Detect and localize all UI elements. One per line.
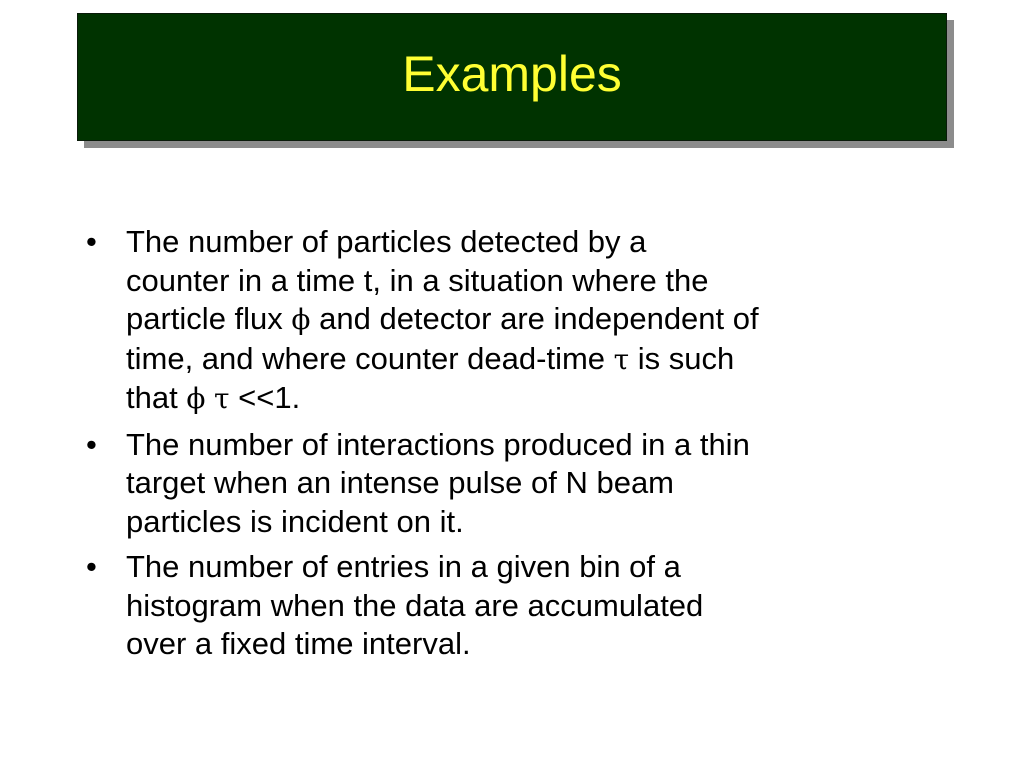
- tau-symbol: τ: [613, 342, 630, 376]
- bullet-line: histogram when the data are accumulated: [126, 587, 704, 623]
- bullet-line: The number of interactions produced in a thin: [126, 426, 750, 462]
- bullet-marker: •: [86, 549, 97, 584]
- bullet-line: that ϕ τ <<1.: [126, 380, 301, 415]
- bullet-line: The number of particles detected by a: [126, 224, 647, 259]
- bullet-line: time, and where counter dead-time τ is such: [126, 340, 735, 376]
- bullet-line: target when an intense pulse of N beam: [126, 465, 675, 500]
- title-banner: [77, 13, 947, 141]
- bullet-marker: •: [86, 224, 97, 259]
- bullet-line: The number of entries in a given bin of a: [126, 549, 681, 584]
- phi-symbol: ϕ: [291, 303, 311, 336]
- bullet-line: particle flux ϕ and detector are independent of: [126, 301, 759, 336]
- bullet-line: particles is incident on it.: [126, 503, 464, 539]
- slide-title: Examples: [402, 46, 622, 102]
- bullet-item: [86, 548, 946, 664]
- bullet-list: [86, 223, 946, 671]
- bullet-marker: •: [86, 426, 97, 462]
- bullet-item: [86, 223, 946, 419]
- tau-symbol: τ: [214, 382, 230, 415]
- bullet-line: counter in a time t, in a situation where the: [126, 262, 709, 298]
- bullet-item: [86, 426, 946, 542]
- bullet-line: over a fixed time interval.: [126, 626, 471, 661]
- phi-symbol: ϕ: [186, 382, 206, 415]
